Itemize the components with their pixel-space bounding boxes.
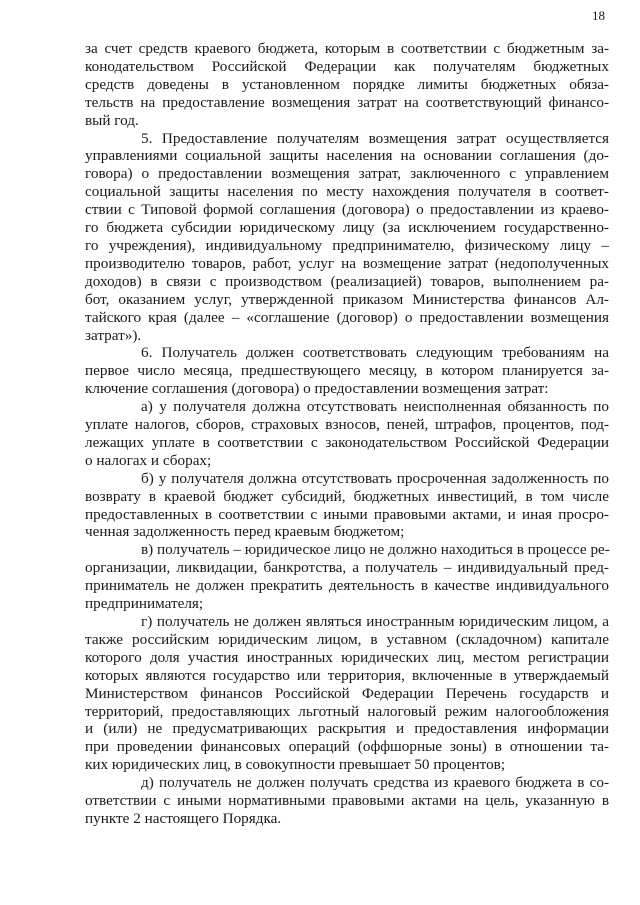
- text-line: г) получатель не должен являться иностранным юридическим лицом, а: [141, 613, 609, 630]
- text-line: б) у получателя должна отсутствовать просроченная задолженность по: [141, 469, 609, 487]
- text-line: приниматель не должен прекратить деятельность в качестве индивидуального: [85, 577, 609, 595]
- text-line: лежащих уплате в соответствии с законодательством Российской Федерации: [85, 433, 609, 451]
- text-line: ключение соглашения (договора) о предоставлении возмещения затрат:: [85, 380, 549, 398]
- text-line: в) получатель – юридическое лицо не должно находиться в процессе ре-: [141, 541, 610, 559]
- text-line: д) получатель не должен получать средства из краевого бюджета в со-: [141, 774, 609, 792]
- text-line: Министерством финансов Российской Федерации Перечень государств и: [85, 684, 609, 702]
- text-line: за счет средств краевого бюджета, которым в соответствии с бюджетным за-: [85, 40, 609, 57]
- text-line: ответствии с иными нормативными правовыми актами на цель, указанную в: [85, 792, 609, 810]
- text-line: ких юридических лиц, в совокупности превышает 50 процентов;: [85, 756, 506, 774]
- text-line: предпринимателя;: [85, 595, 204, 613]
- paragraph-item-5: [85, 130, 609, 345]
- page-number: 18: [592, 8, 605, 23]
- text-line: ченная задолженность перед краевым бюджетом;: [85, 523, 405, 541]
- text-line: которого доля участия иностранных юридических лиц, местом регистрации: [85, 648, 609, 666]
- paragraph-subitem-a: [85, 398, 609, 470]
- text-line: производителю товаров, работ, услуг на возмещение затрат (недополученных: [85, 254, 609, 272]
- text-line: ствии с Типовой формой соглашения (договора) о предоставлении из краево-: [85, 201, 609, 219]
- text-line: тельств на предоставление возмещения затрат на соответствующий финансо-: [85, 93, 609, 111]
- text-line: вый год.: [85, 111, 139, 129]
- text-line: доходов) в связи с производством (реализацией) товаров, выполнением ра-: [85, 272, 609, 290]
- text-line: возврату в краевой бюджет субсидий, бюджетных инвестиций, в том числе: [85, 487, 609, 505]
- text-line: средств доведены в установленном порядке лимиты бюджетных обяза-: [85, 75, 609, 93]
- text-line: организации, ликвидации, банкротства, а получатель – индивидуальный пред-: [85, 559, 609, 577]
- paragraph-subitem-g: [85, 613, 609, 774]
- text-line: пункте 2 настоящего Порядка.: [85, 809, 282, 827]
- text-line: предоставленных в соответствии с иными правовыми актами, и иная просро-: [85, 505, 609, 523]
- text-line: первое число месяца, предшествующего месяцу, в котором планируется за-: [85, 362, 609, 380]
- text-line: 5. Предоставление получателям возмещения затрат осуществляется: [141, 129, 609, 147]
- text-line: конодательством Российской Федерации как получателям бюджетных: [85, 57, 609, 75]
- text-line: го бюджета субсидии юридическому лицу (за исключением государственно-: [85, 219, 609, 237]
- text-line: бот, оказанием услуг, утвержденной приказом Министерства финансов Ал-: [85, 290, 609, 308]
- document-body: [85, 40, 609, 828]
- text-line: го учреждения), индивидуальному предпринимателю, физическому лицу –: [85, 236, 609, 254]
- text-line: говора) о предоставлении возмещения затрат, заключенного с управлением: [85, 165, 609, 183]
- text-line: при проведении финансовых операций (оффшорные зоны) в отношении та-: [85, 738, 609, 756]
- text-line: социальной защиты населения по месту нахождения получателя в соответ-: [85, 183, 609, 201]
- text-line: также российским юридическим лицом, в уставном (складочном) капитале: [85, 630, 609, 648]
- text-line: управлениями социальной защиты населения на основании соглашения (до-: [85, 147, 609, 165]
- paragraph-subitem-v: [85, 541, 609, 613]
- text-line: которых являются государство или территория, включенные в утверждаемый: [85, 666, 609, 684]
- text-line: затрат»).: [85, 326, 142, 344]
- paragraph-budget-funds: [85, 40, 609, 130]
- text-line: и (или) не предусматривающих раскрытия и предоставления информации: [85, 720, 609, 738]
- text-line: о налогах и сборах;: [85, 451, 212, 469]
- text-line: а) у получателя должна отсутствовать неисполненная обязанность по: [141, 398, 609, 416]
- text-line: 6. Получатель должен соответствовать следующим требованиям на: [141, 344, 609, 362]
- text-line: тайского края (далее – «соглашение (договор) о предоставлении возмещения: [85, 308, 609, 326]
- text-line: территорий, предоставляющих льготный налоговый режим налогообложения: [85, 702, 609, 720]
- text-line: уплате налогов, сборов, страховых взносов, пеней, штрафов, процентов, под-: [85, 416, 609, 434]
- paragraph-subitem-b: [85, 470, 609, 542]
- paragraph-subitem-d: [85, 774, 609, 828]
- paragraph-item-6: [85, 344, 609, 398]
